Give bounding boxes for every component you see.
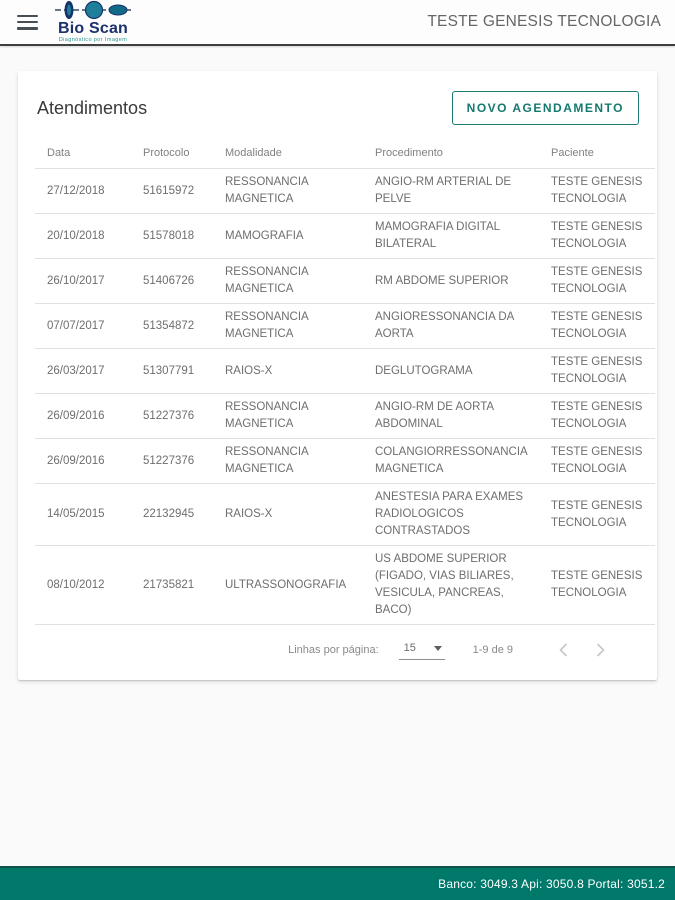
cell-patient: TESTE GENESIS TECNOLOGIA (539, 304, 655, 349)
appointments-table (35, 137, 655, 625)
page-title: Atendimentos (37, 97, 148, 118)
column-header-data: Data (35, 137, 131, 169)
cell-patient: TESTE GENESIS TECNOLOGIA (539, 394, 655, 439)
cell-date: 26/03/2017 (35, 349, 131, 394)
cell-modality: RESSONANCIA MAGNETICA (213, 439, 363, 484)
cell-protocol: 51227376 (131, 439, 213, 484)
top-app-bar (0, 0, 675, 46)
table-row[interactable] (35, 214, 655, 259)
cell-modality: RAIOS-X (213, 349, 363, 394)
cell-date: 26/09/2016 (35, 439, 131, 484)
next-page-button[interactable] (590, 643, 611, 657)
main-content (0, 46, 675, 680)
cell-date: 26/09/2016 (35, 394, 131, 439)
cell-modality: RESSONANCIA MAGNETICA (213, 304, 363, 349)
cell-patient: TESTE GENESIS TECNOLOGIA (539, 546, 655, 625)
table-header-row (35, 137, 655, 169)
cell-procedure: ANGIORESSONANCIA DA AORTA (363, 304, 539, 349)
cell-date: 08/10/2012 (35, 546, 131, 625)
account-name: TESTE GENESIS TECNOLOGIA (427, 13, 661, 30)
cell-modality: MAMOGRAFIA (213, 214, 363, 259)
cell-protocol: 22132945 (131, 484, 213, 546)
version-footer (0, 866, 675, 900)
cell-procedure: ANGIO-RM ARTERIAL DE PELVE (363, 169, 539, 214)
cell-procedure: ANGIO-RM DE AORTA ABDOMINAL (363, 394, 539, 439)
previous-page-button[interactable] (553, 643, 574, 657)
cell-protocol: 51354872 (131, 304, 213, 349)
cell-modality: ULTRASSONOGRAFIA (213, 546, 363, 625)
appointments-table-body (35, 169, 655, 625)
cell-protocol: 51406726 (131, 259, 213, 304)
cell-date: 07/07/2017 (35, 304, 131, 349)
cell-date: 14/05/2015 (35, 484, 131, 546)
card-header (18, 71, 657, 137)
rows-per-page-value: 15 (403, 642, 416, 654)
logo-tagline: Diagnóstico por Imagem (58, 37, 128, 44)
cell-date: 27/12/2018 (35, 169, 131, 214)
table-row[interactable] (35, 259, 655, 304)
pagination-range-label: 1-9 de 9 (472, 644, 513, 656)
cell-modality: RESSONANCIA MAGNETICA (213, 259, 363, 304)
cell-date: 20/10/2018 (35, 214, 131, 259)
cell-date: 26/10/2017 (35, 259, 131, 304)
table-row[interactable] (35, 484, 655, 546)
cell-patient: TESTE GENESIS TECNOLOGIA (539, 259, 655, 304)
cell-patient: TESTE GENESIS TECNOLOGIA (539, 214, 655, 259)
cell-patient: TESTE GENESIS TECNOLOGIA (539, 169, 655, 214)
cell-procedure: US ABDOME SUPERIOR (FIGADO, VIAS BILIARES, VESICULA, PANCREAS, BACO) (363, 546, 539, 625)
cell-protocol: 51307791 (131, 349, 213, 394)
cell-procedure: ANESTESIA PARA EXAMES RADIOLOGICOS CONTRASTADOS (363, 484, 539, 546)
rows-per-page-select[interactable] (399, 640, 445, 660)
cell-protocol: 51615972 (131, 169, 213, 214)
pagination-bar (18, 625, 657, 666)
column-header-modalidade: Modalidade (213, 137, 363, 169)
cell-procedure: MAMOGRAFIA DIGITAL BILATERAL (363, 214, 539, 259)
scan-shapes-icon (55, 0, 131, 20)
logo-title: Bio Scan (57, 20, 129, 38)
appointments-card (18, 71, 657, 680)
column-header-procedimento: Procedimento (363, 137, 539, 169)
table-row[interactable] (35, 169, 655, 214)
version-text: Banco: 3049.3 Api: 3050.8 Portal: 3051.2 (438, 877, 665, 891)
cell-patient: TESTE GENESIS TECNOLOGIA (539, 349, 655, 394)
table-row[interactable] (35, 394, 655, 439)
column-header-protocolo: Protocolo (131, 137, 213, 169)
cell-modality: RAIOS-X (213, 484, 363, 546)
bioscan-logo[interactable] (55, 0, 131, 44)
new-appointment-button[interactable]: NOVO AGENDAMENTO (452, 91, 639, 125)
cell-patient: TESTE GENESIS TECNOLOGIA (539, 439, 655, 484)
cell-procedure: DEGLUTOGRAMA (363, 349, 539, 394)
rows-per-page-label: Linhas por página: (288, 644, 379, 656)
cell-protocol: 21735821 (131, 546, 213, 625)
cell-modality: RESSONANCIA MAGNETICA (213, 169, 363, 214)
dropdown-arrow-icon (434, 646, 442, 651)
cell-procedure: COLANGIORRESSONANCIA MAGNETICA (363, 439, 539, 484)
cell-protocol: 51227376 (131, 394, 213, 439)
cell-patient: TESTE GENESIS TECNOLOGIA (539, 484, 655, 546)
table-row[interactable] (35, 546, 655, 625)
table-row[interactable] (35, 349, 655, 394)
cell-procedure: RM ABDOME SUPERIOR (363, 259, 539, 304)
cell-protocol: 51578018 (131, 214, 213, 259)
column-header-paciente: Paciente (539, 137, 655, 169)
table-row[interactable] (35, 439, 655, 484)
table-row[interactable] (35, 304, 655, 349)
cell-modality: RESSONANCIA MAGNETICA (213, 394, 363, 439)
menu-icon[interactable] (17, 15, 38, 30)
chevron-right-icon (596, 643, 605, 657)
chevron-left-icon (559, 643, 568, 657)
